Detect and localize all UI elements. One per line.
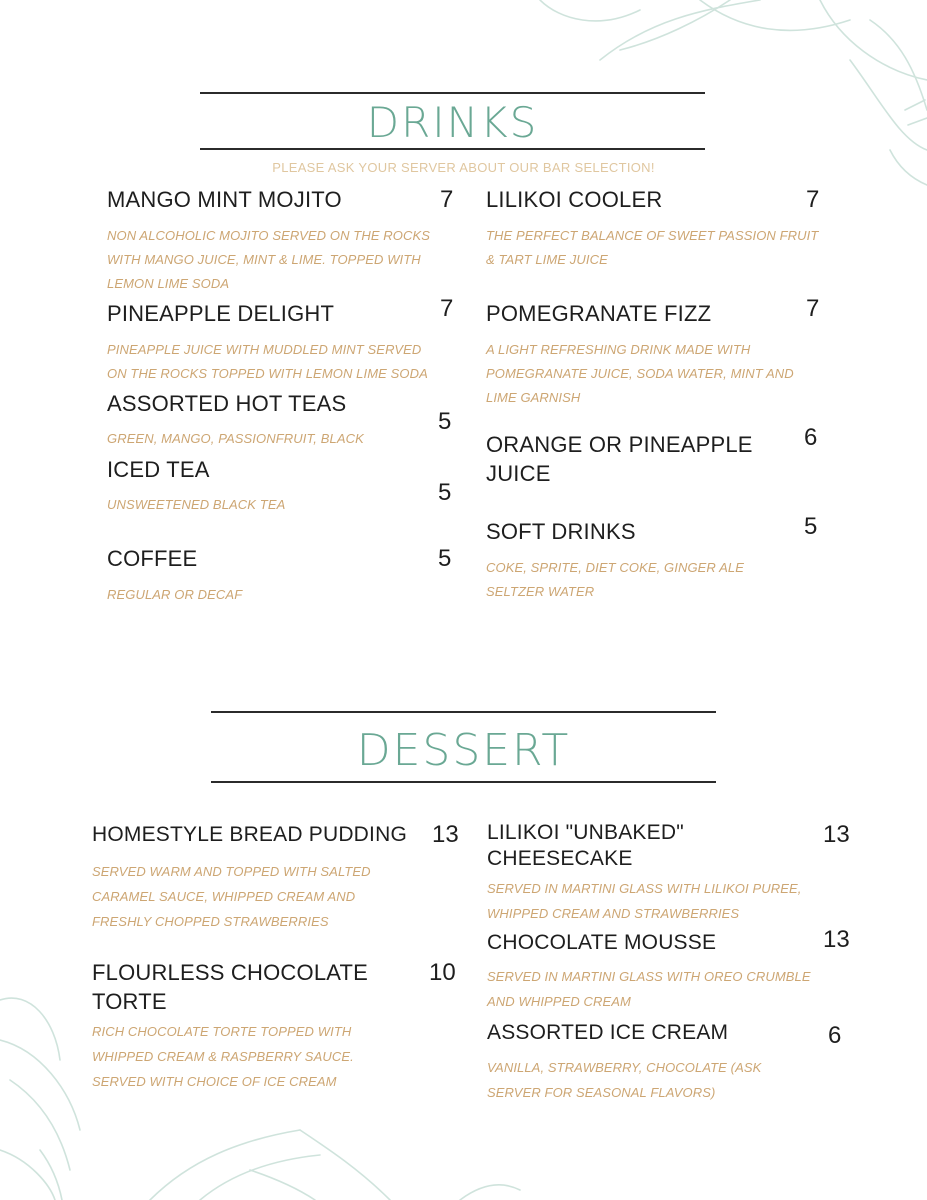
menu-item [107,389,457,454]
item-price: 6 [828,1022,842,1049]
item-name: CHOCOLATE MOUSSE [487,931,717,954]
item-price: 7 [806,295,820,322]
drinks-subtitle: PLEASE ASK YOUR SERVER ABOUT OUR BAR SELECTION! [272,160,655,175]
item-description: RICH CHOCOLATE TORTE TOPPED WITH WHIPPED CREAM & RASPBERRY SAUCE. SERVED WITH CHOICE OF ICE CREAM [92,1024,354,1089]
item-description: A LIGHT REFRESHING DRINK MADE WITH POMEGRANATE JUICE, SODA WATER, MINT AND LIME GARNISH [486,342,794,405]
item-name: MANGO MINT MOJITO [107,187,342,212]
menu-item [487,820,850,930]
item-price: 5 [438,408,452,435]
menu-item [487,1018,847,1108]
item-price: 7 [440,295,454,322]
menu-item [92,958,457,1098]
item-description: SERVED IN MARTINI GLASS WITH LILIKOI PUREE, WHIPPED CREAM AND STRAWBERRIES [487,881,802,921]
item-description: PINEAPPLE JUICE WITH MUDDLED MINT SERVED ON THE ROCKS TOPPED WITH LEMON LIME SODA [107,342,428,381]
item-name: HOMESTYLE BREAD PUDDING [92,823,407,846]
item-price: 7 [440,186,454,213]
item-name: FLOURLESS CHOCOLATE TORTE [92,960,369,1014]
item-name: ASSORTED ICE CREAM [487,1021,729,1044]
item-price: 13 [823,821,850,848]
dessert-top-rule [211,711,716,713]
item-price: 7 [806,186,820,213]
item-description: UNSWEETENED BLACK TEA [107,497,286,512]
item-name: ASSORTED HOT TEAS [107,391,347,416]
dessert-title: DESSERT [356,725,571,776]
menu-item [487,926,850,1018]
menu-item [486,424,831,490]
menu-item [107,295,457,389]
item-price: 10 [429,959,456,986]
item-price: 6 [804,424,818,451]
item-price: 5 [438,479,452,506]
item-description: SERVED IN MARTINI GLASS WITH OREO CRUMBLE AND WHIPPED CREAM [487,969,811,1009]
item-name: PINEAPPLE DELIGHT [107,301,335,326]
menu-item [107,455,457,520]
item-name: ORANGE OR PINEAPPLE JUICE [486,432,753,486]
item-name: ICED TEA [107,457,210,482]
drinks-title: DRINKS [366,98,539,147]
menu-item [107,544,457,609]
menu-item [486,513,831,607]
dessert-bottom-rule [211,781,716,783]
item-price: 5 [804,513,818,540]
item-name: SOFT DRINKS [486,519,636,544]
menu-item [107,185,457,295]
item-description: COKE, SPRITE, DIET COKE, GINGER ALE SELTZER WATER [486,560,745,599]
item-price: 13 [432,821,459,848]
item-description: NON ALCOHOLIC MOJITO SERVED ON THE ROCKS WITH MANGO JUICE, MINT & LIME. TOPPED WITH LEMON LIME SODA [107,228,431,291]
item-price: 13 [823,926,850,953]
item-name: COFFEE [107,546,198,571]
item-description: GREEN, MANGO, PASSIONFRUIT, BLACK [107,431,364,446]
item-name: LILIKOI "UNBAKED" CHEESECAKE [487,821,684,870]
drinks-top-rule [200,92,705,94]
menu-item [486,295,831,409]
item-price: 5 [438,545,452,572]
item-description: VANILLA, STRAWBERRY, CHOCOLATE (ASK SERVER FOR SEASONAL FLAVORS) [487,1060,762,1100]
drinks-bottom-rule [200,148,705,150]
item-description: SERVED WARM AND TOPPED WITH SALTED CARAMEL SAUCE, WHIPPED CREAM AND FRESHLY CHOPPED STRAWBERRIES [92,864,371,929]
item-description: THE PERFECT BALANCE OF SWEET PASSION FRUIT & TART LIME JUICE [486,228,819,267]
item-name: LILIKOI COOLER [486,187,663,212]
menu-item [486,185,831,275]
item-name: POMEGRANATE FIZZ [486,301,712,326]
item-description: REGULAR OR DECAF [107,587,243,602]
menu-item [92,820,457,940]
